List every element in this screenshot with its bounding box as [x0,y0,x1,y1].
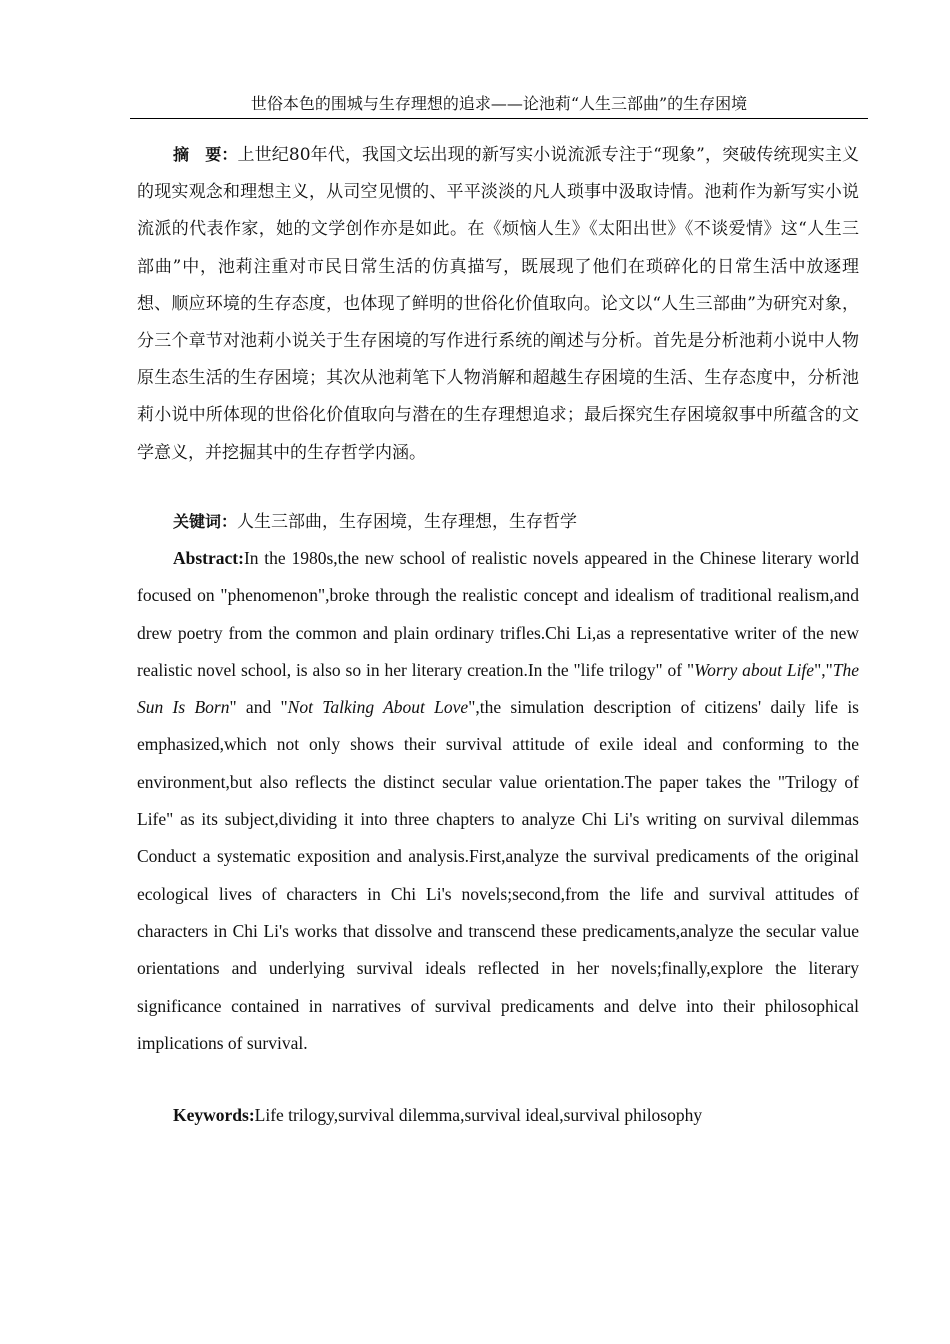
work-title-worry-about-life: Worry about Life [694,659,815,680]
work-title-not-talking-about-love: Not Talking About Love [287,697,469,718]
chinese-keywords [137,509,859,535]
english-keywords [137,1102,859,1128]
title-separator-2: " and " [229,697,288,718]
running-header: 世俗本色的围城与生存理想的追求——论池莉“人生三部曲”的生存困境 [130,92,868,119]
title-separator-1: "," [814,659,833,680]
chinese-abstract-label: 摘 要： [173,145,238,164]
work-title-the-sun-is-born: The Sun Is Born [137,659,859,718]
english-abstract-text-2: ",the simulation description of citizens' daily life is emphasized,which not only shows their survival attitude of exile ideal and conforming to the environment,but also reflects the distinct secular value orientation.The paper takes the "Trilogy of Life" as its subject,dividing it into three chapters to analyze Chi Li's writing on survival dilemmas Conduct a systematic exposition and analysis.First,analyze the survival predicaments of the original ecological lives of characters in Chi Li's novels;second,from the life and survival attitudes of characters in Chi Li's works that dissolve and transcend these predicaments,analyze the secular value orientations and underlying survival ideals reflected in her novels;finally,explore the literary significance contained in narratives of survival predicaments and delve into their philosophical implications of survival. [137,697,859,1053]
english-abstract [137,540,859,1062]
chinese-keywords-text: 人生三部曲，生存困境，生存理想，生存哲学 [237,512,578,532]
english-keywords-label: Keywords: [173,1105,255,1125]
english-abstract-text-1: In the 1980s,the new school of realistic novels appeared in the Chinese literary world focused on "phenomenon",broke through the realistic concept and idealism of traditional realism,and drew poetry from the common and plain ordinary trifles.Chi Li,as a representative writer of the new realistic novel school, is also so in her literary creation.In the "life trilogy" of " [137,548,859,680]
chinese-abstract [137,136,859,472]
english-keywords-text: Life trilogy,survival dilemma,survival ideal,survival philosophy [254,1105,703,1125]
chinese-keywords-label: 关键词： [173,512,238,531]
english-abstract-label: Abstract: [173,548,244,568]
chinese-abstract-text: 上世纪80年代，我国文坛出现的新写实小说流派专注于“现象”，突破传统现实主义的现实观念和理想主义，从司空见惯的、平平淡淡的凡人琐事中汲取诗情。池莉作为新写实小说流派的代表作家，她的文学创作亦是如此。在《烦恼人生》《太阳出世》《不谈爱情》这“人生三部曲”中，池莉注重对市民日常生活的仿真描写，既展现了他们在琐碎化的日常生活中放逐理想、顺应环境的生存态度，也体现了鲜明的世俗化价值取向。论文以“人生三部曲”为研究对象，分三个章节对池莉小说关于生存困境的写作进行系统的阐述与分析。首先是分析池莉小说中人物原生态生活的生存困境；其次从池莉笔下人物消解和超越生存困境的生活、生存态度中，分析池莉小说中所体现的世俗化价值取向与潜在的生存理想追求；最后探究生存困境叙事中所蕴含的文学意义，并挖掘其中的生存哲学内涵。 [137,145,859,463]
